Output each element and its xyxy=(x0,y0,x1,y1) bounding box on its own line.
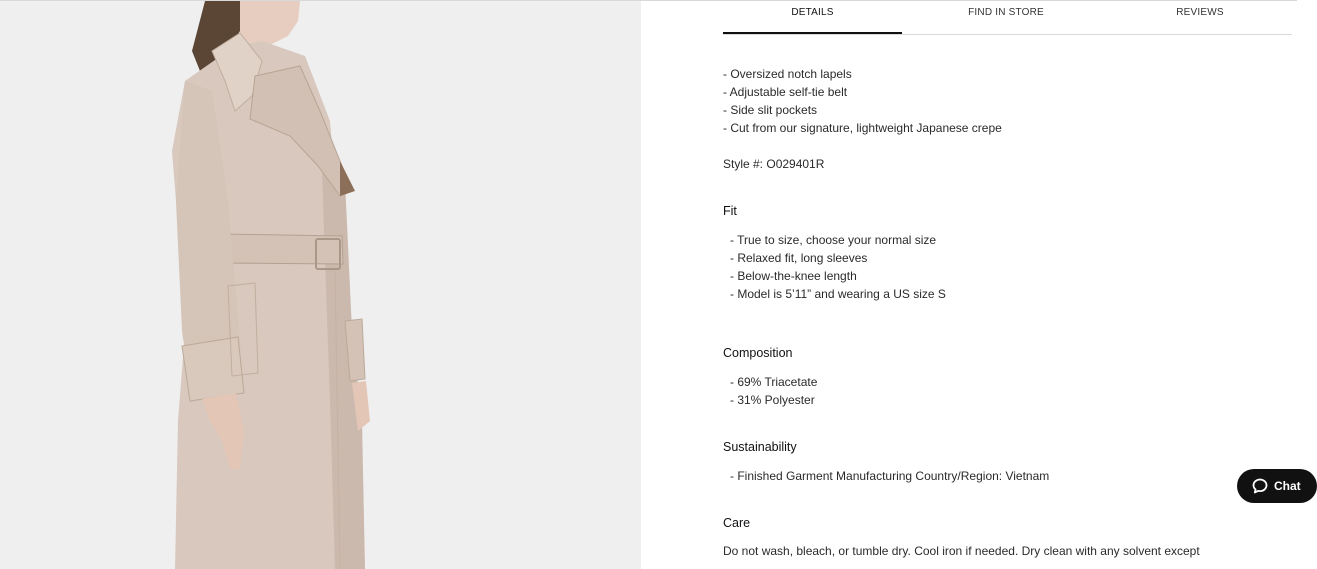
product-image[interactable] xyxy=(0,1,641,569)
tabs-underline xyxy=(723,34,1292,35)
sustainability-item: - Finished Garment Manufacturing Country/Region: Vietnam xyxy=(730,469,1050,483)
care-text: Do not wash, bleach, or tumble dry. Cool iron if needed. Dry clean with any solvent except xyxy=(723,544,1200,558)
fit-heading: Fit xyxy=(723,204,737,218)
feature-item: - Adjustable self-tie belt xyxy=(723,85,848,99)
coat-model-illustration xyxy=(0,1,641,569)
fit-item: - True to size, choose your normal size xyxy=(730,233,937,247)
composition-heading: Composition xyxy=(723,346,793,360)
composition-item: - 31% Polyester xyxy=(730,393,815,407)
style-number: Style #: O029401R xyxy=(723,157,825,171)
sustainability-heading: Sustainability xyxy=(723,440,797,454)
tab-reviews[interactable]: REVIEWS xyxy=(1176,7,1224,18)
fit-item: - Relaxed fit, long sleeves xyxy=(730,251,868,265)
chat-button[interactable] xyxy=(1237,469,1317,503)
tab-find-in-store[interactable]: FIND IN STORE xyxy=(968,7,1044,18)
fit-item: - Below-the-knee length xyxy=(730,269,857,283)
chat-label: Chat xyxy=(1274,479,1301,493)
feature-item: - Oversized notch lapels xyxy=(723,67,852,81)
fit-item: - Model is 5’11” and wearing a US size S xyxy=(730,287,946,301)
chat-bubble-icon xyxy=(1252,478,1268,499)
care-heading: Care xyxy=(723,516,751,530)
composition-item: - 69% Triacetate xyxy=(730,375,818,389)
feature-item: - Side slit pockets xyxy=(723,103,818,117)
product-info-tabs xyxy=(723,0,1292,35)
tab-details[interactable]: DETAILS xyxy=(723,0,902,34)
feature-item: - Cut from our signature, lightweight Japanese crepe xyxy=(723,121,1002,135)
